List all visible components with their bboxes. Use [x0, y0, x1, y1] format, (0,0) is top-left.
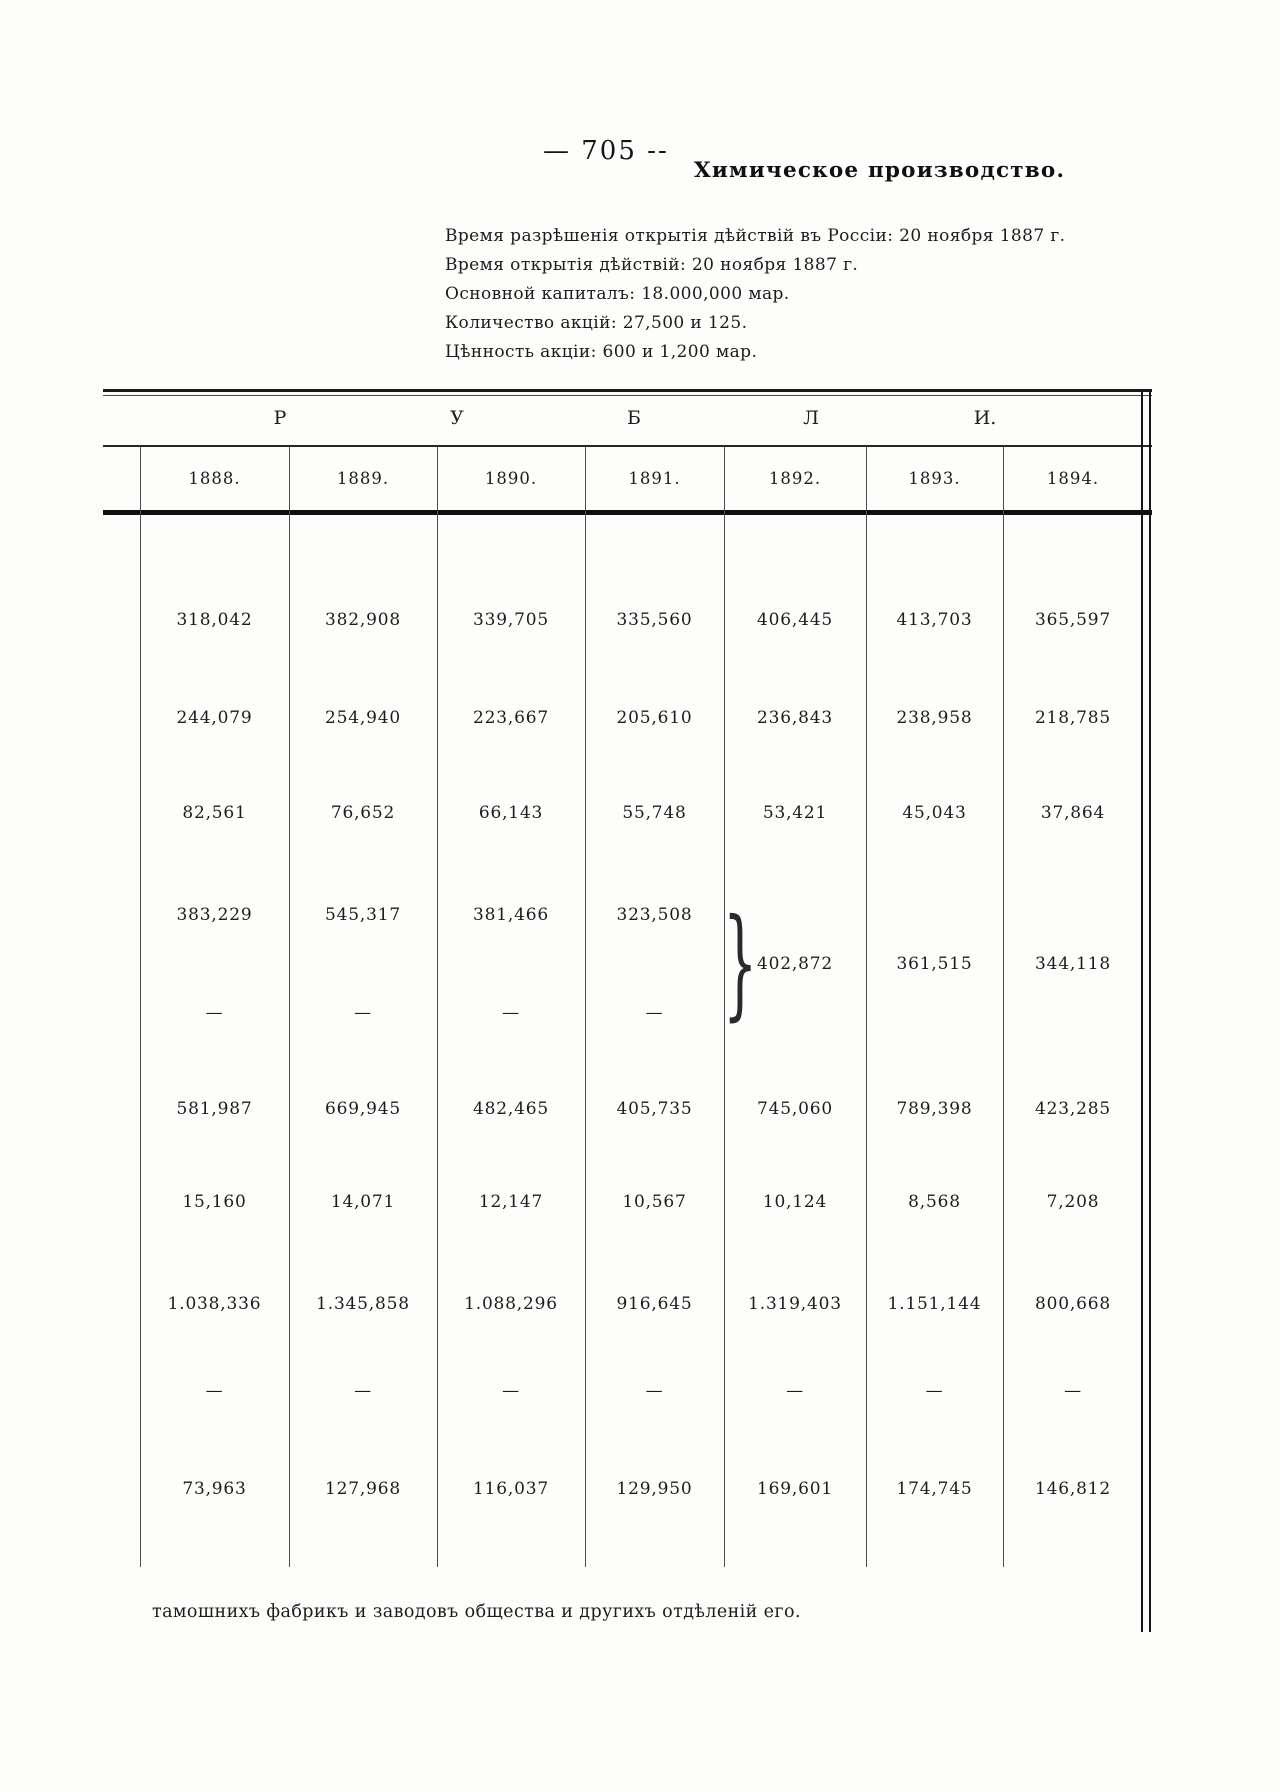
table-cell: 127,968: [325, 1479, 401, 1499]
year-header-row: [140, 467, 1143, 491]
table-cell: 244,079: [176, 708, 253, 728]
table-cell: 423,285: [1035, 1099, 1111, 1119]
table-row: [140, 706, 1143, 730]
info-line-opening-date: Время открытія дѣйствій: 20 ноября 1887 г.: [445, 255, 859, 275]
table-cell: 745,060: [757, 1099, 833, 1119]
table-cell: 789,398: [896, 1099, 973, 1119]
table-cell: 339,705: [473, 610, 549, 630]
table-cell: 45,043: [902, 803, 967, 823]
table-row: [140, 608, 1143, 632]
footer-note: тамошнихъ фабрикъ и заводовъ общества и другихъ отдѣленій его.: [152, 1602, 801, 1622]
table-cell: 174,745: [896, 1479, 973, 1499]
table-cell: 365,597: [1035, 610, 1111, 630]
currency-letter: И.: [973, 407, 997, 429]
table-cell: 236,843: [757, 708, 833, 728]
year-header: 1888.: [188, 469, 241, 488]
year-header: 1894.: [1046, 469, 1100, 488]
year-header: 1889.: [336, 469, 390, 488]
table-cell-dash: —: [205, 1003, 224, 1023]
table-cell: 800,668: [1035, 1294, 1111, 1314]
table-cell: 581,987: [176, 1099, 253, 1119]
table-cell: 382,908: [325, 610, 401, 630]
table-row: [140, 1379, 1143, 1403]
table-cell: 14,071: [330, 1192, 396, 1212]
row-group-brace: }: [723, 894, 758, 1033]
year-header: 1890.: [484, 469, 538, 488]
table-cell: 1.038,336: [167, 1294, 262, 1314]
table-rule-under-letters: [103, 445, 1152, 447]
section-title: Химическое производство.: [694, 158, 1066, 183]
table-right-border-inner: [1149, 389, 1151, 1632]
table-rule-under-years: [103, 510, 1152, 515]
year-header: 1892.: [768, 469, 822, 488]
currency-letter: У: [450, 407, 464, 429]
currency-letter: Б: [627, 407, 641, 429]
table-cell: 76,652: [330, 803, 396, 823]
table-cell: 381,466: [473, 905, 549, 925]
table-cell-dash: —: [1064, 1381, 1082, 1401]
table-cell: 669,945: [325, 1099, 401, 1119]
merged-table-cell: 344,118: [1035, 954, 1111, 974]
table-cell-dash: —: [502, 1003, 520, 1023]
table-cell: 55,748: [622, 803, 687, 823]
table-row: [140, 1001, 1143, 1025]
table-cell: 7,208: [1046, 1192, 1100, 1212]
table-cell: 1.151,144: [887, 1294, 982, 1314]
table-cell-dash: —: [502, 1381, 520, 1401]
company-info-block: [445, 222, 1066, 367]
table-cell: 53,421: [762, 803, 828, 823]
table-cell-dash: —: [925, 1381, 944, 1401]
page-number: — 705 --: [543, 136, 669, 166]
table-cell: 1.319,403: [748, 1294, 842, 1314]
info-line-capital: Основной капиталъ: 18.000,000 мар.: [445, 284, 790, 304]
table-cell: 146,812: [1035, 1479, 1111, 1499]
table-top-rule-inner: [103, 395, 1152, 396]
table-cell-dash: —: [645, 1003, 664, 1023]
table-cell: 12,147: [478, 1192, 544, 1212]
table-cell: 218,785: [1035, 708, 1111, 728]
currency-letter: Л: [803, 407, 819, 429]
table-row: [140, 1097, 1143, 1121]
table-row: [140, 801, 1143, 825]
year-header: 1891.: [628, 469, 681, 488]
info-line-share-count: Количество акцій: 27,500 и 125.: [445, 313, 748, 333]
table-cell: 318,042: [176, 610, 253, 630]
table-cell: 1.345,858: [316, 1294, 410, 1314]
table-cell: 413,703: [896, 610, 973, 630]
table-cell: 405,735: [616, 1099, 693, 1119]
currency-letter: Р: [273, 407, 287, 429]
table-cell: 254,940: [325, 708, 401, 728]
table-cell: 335,560: [616, 610, 693, 630]
table-cell: 916,645: [616, 1294, 693, 1314]
table-cell: 8,568: [908, 1192, 961, 1212]
table-cell: 66,143: [478, 803, 544, 823]
table-cell: 223,667: [473, 708, 549, 728]
table-row: [140, 1477, 1143, 1501]
table-row: [140, 1190, 1143, 1214]
table-row: [140, 903, 1143, 927]
year-header: 1893.: [908, 469, 961, 488]
table-cell-dash: —: [786, 1381, 804, 1401]
table-cell: 37,864: [1040, 803, 1106, 823]
table-cell: 323,508: [616, 905, 693, 925]
table-cell: 238,958: [896, 708, 973, 728]
table-cell: 1.088,296: [464, 1294, 558, 1314]
table-cell: 73,963: [182, 1479, 247, 1499]
table-cell-dash: —: [354, 1003, 372, 1023]
info-line-share-value: Цѣнность акціи: 600 и 1,200 мар.: [445, 342, 758, 362]
table-cell-dash: —: [645, 1381, 664, 1401]
table-cell: 10,124: [762, 1192, 828, 1212]
table-cell: 383,229: [176, 905, 253, 925]
table-top-rule-outer: [103, 389, 1152, 392]
table-cell: 482,465: [473, 1099, 549, 1119]
table-cell: 15,160: [182, 1192, 247, 1212]
table-cell: 205,610: [616, 708, 693, 728]
table-cell-dash: —: [354, 1381, 372, 1401]
info-line-authorization-date: Время разрѣшенія открытія дѣйствій въ Россіи: 20 ноября 1887 г.: [445, 226, 1066, 246]
table-cell: 169,601: [757, 1479, 833, 1499]
table-cell: 129,950: [616, 1479, 693, 1499]
merged-table-cell: 361,515: [896, 954, 973, 974]
table-cell-dash: —: [205, 1381, 224, 1401]
merged-table-cell: 402,872: [757, 954, 833, 974]
table-cell: 116,037: [473, 1479, 549, 1499]
table-cell: 545,317: [325, 905, 401, 925]
table-row: [140, 1292, 1143, 1316]
table-cell: 406,445: [757, 610, 833, 630]
table-cell: 10,567: [622, 1192, 687, 1212]
table-cell: 82,561: [182, 803, 247, 823]
